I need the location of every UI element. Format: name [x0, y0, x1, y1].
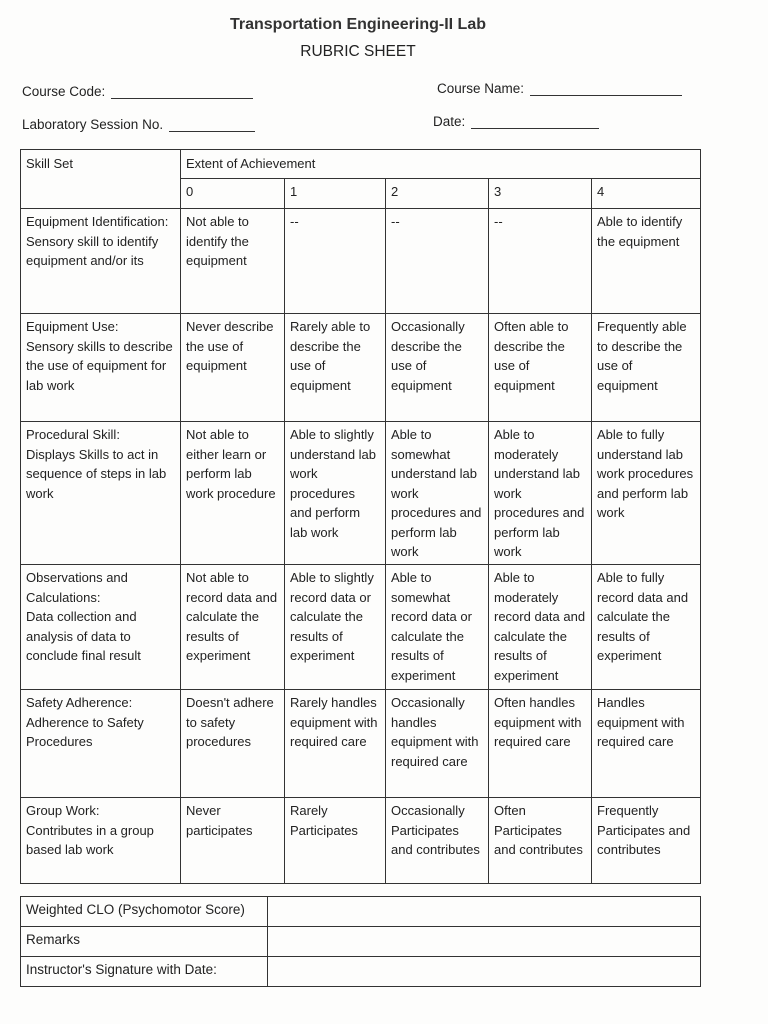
- criteria-cell: Occasionally Participates and contributes: [386, 798, 489, 884]
- skill-cell: [21, 690, 181, 798]
- signature-row: [21, 957, 701, 987]
- criteria-cell: Not able to either learn or perform lab work procedure: [181, 422, 285, 565]
- criteria-cell: Able to slightly record data or calculate the results of experiment: [285, 565, 386, 690]
- rubric-header-row: [21, 150, 701, 179]
- rubric-row-equipment-identification: [21, 209, 701, 314]
- course-name-blank[interactable]: [530, 94, 682, 96]
- sheet-title: Transportation Engineering-II Lab: [229, 16, 486, 33]
- criteria-cell: Frequently Participates and contributes: [592, 798, 701, 884]
- criteria-cell: Often Participates and contributes: [489, 798, 592, 884]
- skill-set-header: Skill Set: [21, 150, 181, 209]
- rubric-table: [20, 149, 701, 884]
- date-blank[interactable]: [471, 127, 599, 129]
- criteria-cell: Not able to identify the equipment: [181, 209, 285, 314]
- weighted-clo-row: [21, 897, 701, 927]
- level-3: 3: [489, 179, 592, 209]
- criteria-cell: Rarely Participates: [285, 798, 386, 884]
- criteria-cell: --: [386, 209, 489, 314]
- signature-label: Instructor's Signature with Date:: [21, 957, 268, 987]
- level-4: 4: [592, 179, 701, 209]
- lab-session-field: [22, 117, 255, 132]
- course-name-label: Course Name:: [437, 81, 525, 96]
- course-code-blank[interactable]: [111, 97, 253, 99]
- skill-description: Sensory skill to identify equipment and/or its: [26, 233, 159, 268]
- weighted-clo-label: Weighted CLO (Psychomotor Score): [21, 897, 268, 927]
- rubric-row-procedural-skill: [21, 422, 701, 565]
- criteria-cell: Frequently able to describe the use of equipment: [592, 314, 701, 422]
- date-label: Date:: [433, 114, 466, 129]
- skill-name: Group Work:: [26, 803, 100, 818]
- skill-name: Equipment Use:: [26, 319, 119, 334]
- skill-cell: [21, 422, 181, 565]
- rubric-row-group-work: [21, 798, 701, 884]
- criteria-cell: Handles equipment with required care: [592, 690, 701, 798]
- course-name-field: [437, 81, 682, 96]
- level-1: 1: [285, 179, 386, 209]
- criteria-cell: Occasionally handles equipment with required care: [386, 690, 489, 798]
- lab-session-label: Laboratory Session No.: [22, 117, 164, 132]
- level-2: 2: [386, 179, 489, 209]
- skill-description: Adherence to Safety Procedures: [26, 714, 144, 749]
- criteria-cell: Never participates: [181, 798, 285, 884]
- criteria-cell: Able to fully understand lab work procedures and perform lab work: [592, 422, 701, 565]
- criteria-cell: Able to slightly understand lab work procedures and perform lab work: [285, 422, 386, 565]
- criteria-cell: Rarely handles equipment with required care: [285, 690, 386, 798]
- criteria-cell: Often able to describe the use of equipment: [489, 314, 592, 422]
- course-code-field: [22, 84, 253, 99]
- skill-name: Safety Adherence:: [26, 695, 133, 710]
- criteria-cell: Able to somewhat understand lab work procedures and perform lab work: [386, 422, 489, 565]
- remarks-row: [21, 927, 701, 957]
- criteria-cell: Able to somewhat record data or calculate the results of experiment: [386, 565, 489, 690]
- skill-description: Data collection and analysis of data to conclude final result: [26, 609, 141, 663]
- criteria-cell: Able to moderately understand lab work procedures and perform lab work: [489, 422, 592, 565]
- skill-name: Procedural Skill:: [26, 427, 120, 442]
- lab-session-blank[interactable]: [169, 130, 255, 132]
- criteria-cell: Doesn't adhere to safety procedures: [181, 690, 285, 798]
- extent-header: Extent of Achievement: [181, 150, 701, 179]
- criteria-cell: Able to fully record data and calculate the results of experiment: [592, 565, 701, 690]
- rubric-row-equipment-use: [21, 314, 701, 422]
- criteria-cell: Able to identify the equipment: [592, 209, 701, 314]
- criteria-cell: Never describe the use of equipment: [181, 314, 285, 422]
- criteria-cell: --: [285, 209, 386, 314]
- skill-cell: [21, 798, 181, 884]
- skill-cell: [21, 565, 181, 690]
- skill-name: Equipment Identification:: [26, 214, 169, 229]
- criteria-cell: Occasionally describe the use of equipment: [386, 314, 489, 422]
- rubric-row-safety: [21, 690, 701, 798]
- weighted-clo-value[interactable]: [268, 897, 701, 927]
- course-code-label: Course Code:: [22, 84, 106, 99]
- remarks-label: Remarks: [21, 927, 268, 957]
- skill-description: Displays Skills to act in sequence of steps in lab work: [26, 446, 167, 501]
- signature-value[interactable]: [268, 957, 701, 987]
- criteria-cell: Often handles equipment with required care: [489, 690, 592, 798]
- score-table: [20, 896, 701, 987]
- skill-cell: [21, 314, 181, 422]
- criteria-cell: Not able to record data and calculate the results of experiment: [181, 565, 285, 690]
- criteria-cell: --: [489, 209, 592, 314]
- skill-name: Observations and Calculations:: [26, 570, 128, 605]
- remarks-value[interactable]: [268, 927, 701, 957]
- sheet-subtitle: RUBRIC SHEET: [300, 43, 416, 60]
- skill-description: Contributes in a group based lab work: [26, 822, 154, 857]
- skill-cell: [21, 209, 181, 314]
- skill-description: Sensory skills to describe the use of equipment for lab work: [26, 338, 173, 393]
- criteria-cell: Able to moderately record data and calculate the results of experiment: [489, 565, 592, 690]
- criteria-cell: Rarely able to describe the use of equipment: [285, 314, 386, 422]
- level-0: 0: [181, 179, 285, 209]
- date-field: [433, 114, 599, 129]
- rubric-row-observations: [21, 565, 701, 690]
